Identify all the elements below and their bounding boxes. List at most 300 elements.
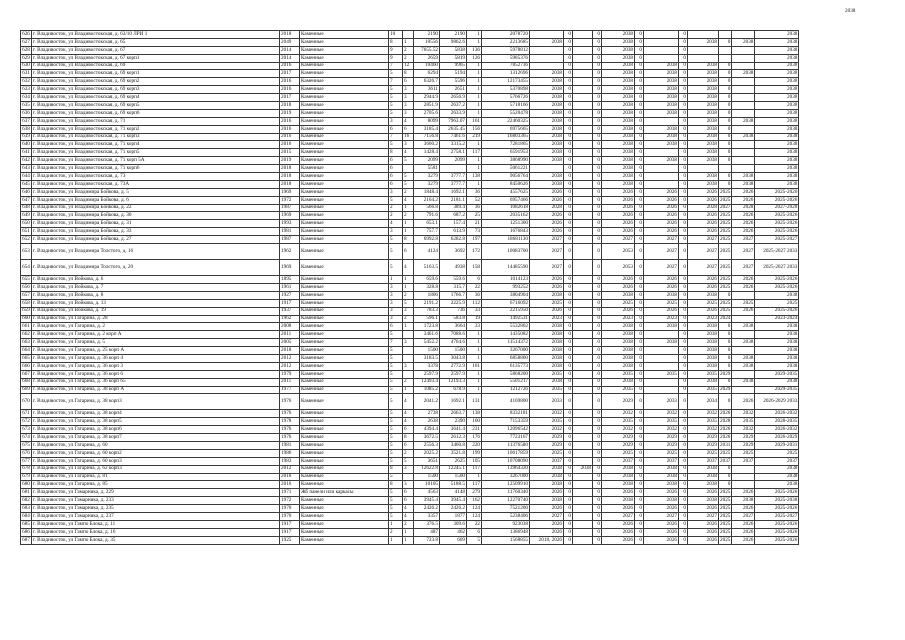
table-cell <box>573 46 593 54</box>
table-cell: 1895 <box>280 276 300 284</box>
table-cell: 2027 <box>688 512 719 520</box>
table-cell: 0 <box>635 497 644 505</box>
table-cell: 7655.52 <box>414 46 440 54</box>
table-cell: г. Владивосток, ул Гагарина, д. 38 корп4 <box>32 410 280 418</box>
table-cell: 5061221 <box>482 165 530 173</box>
table-cell <box>573 339 593 347</box>
table-cell: 2038 <box>602 165 635 173</box>
table-cell <box>573 149 593 157</box>
table-cell: Каменные <box>300 276 389 284</box>
table-cell: 2025 <box>732 449 755 457</box>
table-cell: 2024 <box>720 315 731 322</box>
table-cell: 0 <box>679 386 688 394</box>
table-cell <box>573 434 593 442</box>
table-cell: 2016 <box>280 133 300 141</box>
table-cell: 0 <box>679 457 688 465</box>
table-cell: 2026 <box>602 307 635 315</box>
table-cell: 0 <box>564 449 573 457</box>
table-cell: 2038 <box>644 102 679 110</box>
table-cell: 2026 <box>644 536 679 544</box>
table-cell: 1 <box>403 283 414 291</box>
table-cell <box>719 165 732 173</box>
table-cell: 6 <box>403 497 414 505</box>
table-cell: Каменные <box>300 512 389 520</box>
table-cell: 1977 <box>280 386 300 394</box>
table-cell: 0 <box>564 512 573 520</box>
table-cell: 2027-2028 <box>755 204 799 212</box>
table-cell: 629 <box>22 54 30 61</box>
table-cell: 1927 <box>280 291 300 299</box>
table-cell: 5 <box>389 434 403 442</box>
table-row <box>21 481 799 489</box>
table-cell: 2032 <box>732 410 755 418</box>
table-cell: 2038 <box>602 46 635 54</box>
table-row <box>21 212 799 220</box>
table-cell: 36 <box>467 204 482 212</box>
table-row <box>21 276 799 284</box>
table-cell: 639 <box>22 133 30 140</box>
table-cell: Каменные <box>300 204 389 212</box>
table-cell: Каменные <box>300 31 389 39</box>
table-cell: 2038 <box>530 94 564 102</box>
table-cell: 2038 <box>530 157 564 165</box>
table-cell: 2038 <box>530 497 564 505</box>
table-cell: 0 <box>679 236 688 244</box>
table-cell: г. Владивосток, ул Гагарина, д. 85 <box>32 481 280 489</box>
table-row <box>21 291 799 299</box>
table-cell: 1 <box>467 165 482 173</box>
table-cell: 0 <box>564 94 573 102</box>
table-cell: 2025-2026 <box>755 307 799 315</box>
table-cell: 2038 <box>755 291 799 299</box>
table-cell: 2 <box>389 204 403 212</box>
table-cell: 0 <box>635 244 644 260</box>
table-cell: 2038 <box>573 465 593 473</box>
table-cell: 2026 <box>602 528 635 536</box>
table-cell: 5985376 <box>482 54 530 62</box>
table-cell: 1 <box>403 220 414 228</box>
table-cell: 0 <box>564 149 573 157</box>
table-cell: 2041.2 <box>414 394 440 410</box>
table-cell: 12173455 <box>482 78 530 86</box>
table-cell: 2038 <box>732 362 755 370</box>
table-row <box>21 426 799 434</box>
table-cell: 2038 <box>688 86 719 94</box>
table-cell: 1014123 <box>482 276 530 284</box>
table-cell: 2038 <box>602 173 635 181</box>
table-cell <box>403 331 414 339</box>
table-cell: 2023 <box>602 315 635 323</box>
table-cell: 2038 <box>755 165 799 173</box>
table-cell: 2026 <box>644 528 679 536</box>
table-cell: 2025-2027 <box>755 512 799 520</box>
table-cell: 2038 <box>688 362 719 370</box>
table-cell: 1 <box>403 528 414 536</box>
table-cell: 0 <box>719 62 732 70</box>
table-cell: 2038 <box>755 38 799 46</box>
table-cell: 649 <box>22 212 30 219</box>
table-cell: 0 <box>719 102 732 110</box>
table-cell: 2018, 2026 <box>530 536 564 544</box>
table-cell: 5 <box>389 370 403 378</box>
table-cell: 5 <box>467 536 482 544</box>
table-cell <box>719 46 732 54</box>
table-cell: 646 <box>22 188 30 195</box>
table-cell: 653.1 <box>414 220 440 228</box>
table-cell: 1082618 <box>482 204 530 212</box>
table-cell: 2026 <box>732 536 755 544</box>
table-cell: 2026 <box>602 220 635 228</box>
table-cell: 5 <box>403 173 414 181</box>
table-cell: 2638 <box>414 418 440 426</box>
table-cell: 2026 <box>732 489 755 497</box>
table-cell: 2035 <box>602 418 635 426</box>
table-cell: 674 <box>22 433 30 440</box>
table-cell: 0 <box>564 386 573 394</box>
table-cell <box>573 212 593 220</box>
table-cell: Каменные <box>300 339 389 347</box>
table-cell: 2037 <box>602 457 635 465</box>
table-cell: 156 <box>467 125 482 133</box>
table-cell: 8 <box>389 38 403 46</box>
table-cell: 5 <box>389 410 403 418</box>
table-cell: 0 <box>593 94 602 102</box>
table-cell: 2035162 <box>482 212 530 220</box>
table-cell: 4764.6 <box>440 339 467 347</box>
table-cell: 2038 <box>755 109 799 117</box>
table-cell: 678 <box>22 465 30 472</box>
table-cell <box>530 165 564 173</box>
table-cell: 2025 <box>720 504 731 511</box>
table-cell: 2053 <box>602 260 635 276</box>
table-cell: 2025.2 <box>414 449 440 457</box>
table-cell: 219 <box>467 133 482 141</box>
table-cell: 2038 <box>688 149 719 157</box>
table-cell <box>732 46 755 54</box>
table-cell: 2025 <box>720 307 731 314</box>
table-cell: 0 <box>679 331 688 339</box>
table-cell: 0 <box>679 38 688 46</box>
table-cell: 0 <box>635 31 644 39</box>
table-cell: 0 <box>679 141 688 149</box>
table-cell: 0 <box>564 331 573 339</box>
table-cell: 1435082 <box>482 331 530 339</box>
table-cell: 1993 <box>280 220 300 228</box>
table-cell: 2038 <box>688 323 719 331</box>
table-cell: 7281865 <box>482 141 530 149</box>
table-cell: 0 <box>564 212 573 220</box>
table-row <box>21 347 799 355</box>
table-cell: 2026 <box>602 489 635 497</box>
table-cell: 10708090 <box>482 457 530 465</box>
table-cell: 0 <box>593 362 602 370</box>
table-cell: 2025 <box>530 449 564 457</box>
table-cell: 2026 <box>530 520 564 528</box>
table-cell: 0 <box>679 180 688 188</box>
table-cell: 2038 <box>688 473 719 481</box>
table-cell: 0 <box>635 54 644 62</box>
table-cell: 0 <box>593 473 602 481</box>
table-cell <box>573 473 593 481</box>
table-cell: 658 <box>22 299 30 306</box>
table-cell: 0 <box>635 212 644 220</box>
table-cell: 11760340 <box>482 489 530 497</box>
table-cell: г. Владивосток, ул Владивостокская, д. 69 <box>32 62 280 70</box>
table-cell: 0 <box>564 62 573 70</box>
table-cell: 2038 <box>688 347 719 355</box>
table-cell: 2029 <box>602 394 635 410</box>
table-cell: 0 <box>593 165 602 173</box>
table-cell: 1 <box>403 323 414 331</box>
table-row <box>21 449 799 457</box>
table-cell: 1917 <box>280 520 300 528</box>
table-cell: 0 <box>679 434 688 442</box>
table-cell: 0 <box>593 125 602 133</box>
table-cell <box>530 31 564 39</box>
table-cell: 627 <box>22 38 30 45</box>
table-cell: 4557625 <box>482 188 530 196</box>
table-cell: 609 <box>440 536 467 544</box>
table-cell: 2015 <box>280 149 300 157</box>
table-cell: 0 <box>679 497 688 505</box>
table-cell: 0 <box>564 291 573 299</box>
table-cell: 2038 <box>755 141 799 149</box>
table-cell: 5238406 <box>482 512 530 520</box>
table-cell: 2025 <box>720 220 731 227</box>
table-cell: 2038 <box>602 323 635 331</box>
table-cell: 630 <box>22 62 30 69</box>
table-cell: 0 <box>719 347 732 355</box>
table-cell: 1312696 <box>482 70 530 78</box>
table-cell: 2016 <box>280 481 300 489</box>
table-cell: 2772.9 <box>440 362 467 370</box>
table-cell: 0 <box>564 347 573 355</box>
table-cell: 0 <box>719 362 732 370</box>
table-cell: 0 <box>635 386 644 394</box>
table-cell: 2037 <box>644 457 679 465</box>
table-cell: 1 <box>403 276 414 284</box>
table-cell: 2038 <box>602 473 635 481</box>
table-row <box>21 441 799 449</box>
table-cell: 0 <box>679 244 688 260</box>
table-cell: 2029 <box>644 434 679 442</box>
table-cell: 5 <box>389 394 403 410</box>
table-cell: 117 <box>467 481 482 489</box>
table-cell: 2038 <box>688 141 719 149</box>
table-cell: 16 <box>403 133 414 141</box>
table-cell: 0 <box>564 315 573 323</box>
table-cell: 2635.45 <box>440 125 467 133</box>
table-cell: 0 <box>593 441 602 449</box>
table-cell: 0 <box>679 125 688 133</box>
table-cell: 2038 <box>602 331 635 339</box>
table-cell: 659 <box>22 307 30 314</box>
table-cell: 0 <box>593 157 602 165</box>
table-cell: 0 <box>564 102 573 110</box>
table-cell: 653 <box>21 244 32 260</box>
table-cell: 2038 <box>688 70 719 78</box>
table-cell: 5 <box>389 141 403 149</box>
table-cell: 3267000 <box>482 347 530 355</box>
table-cell: Каменные <box>300 86 389 94</box>
table-cell: 2026-2032 <box>755 426 799 434</box>
table-cell: 105 <box>467 457 482 465</box>
table-cell: 2035 <box>732 418 755 426</box>
table-cell: 2038 <box>602 109 635 117</box>
table-cell: 2019 <box>280 109 300 117</box>
table-cell: Каменные <box>300 520 389 528</box>
table-cell: Каменные <box>300 212 389 220</box>
table-cell: 5532802 <box>482 323 530 331</box>
table-cell: 2037 <box>530 457 564 465</box>
table-cell: 0 <box>593 204 602 212</box>
table-cell: 0 <box>635 434 644 442</box>
table-cell <box>573 109 593 117</box>
table-cell: 1251300 <box>482 220 530 228</box>
table-cell: 2018 <box>280 473 300 481</box>
table-cell: 2025-2026 <box>755 536 799 544</box>
table-cell <box>732 31 755 39</box>
table-cell: 3 <box>403 109 414 117</box>
table-cell <box>573 323 593 331</box>
table-cell: 7 <box>389 339 403 347</box>
table-cell: 2705.6 <box>414 109 440 117</box>
table-cell: 0 <box>593 331 602 339</box>
table-cell <box>573 133 593 141</box>
table-cell: 2026 <box>602 276 635 284</box>
table-cell <box>644 149 679 157</box>
table-cell: Каменные <box>300 291 389 299</box>
table-cell: 6326.7 <box>414 78 440 86</box>
table-cell <box>573 307 593 315</box>
table-cell: 117 <box>467 149 482 157</box>
table-cell: 2032 <box>688 426 719 434</box>
table-cell: 2025 <box>720 212 731 219</box>
table-cell: 2023 <box>688 315 719 323</box>
table-cell: 0 <box>635 109 644 117</box>
table-cell: 7723167 <box>482 434 530 442</box>
table-cell: 1877 <box>440 512 467 520</box>
table-cell: 2038 <box>530 78 564 86</box>
table-cell: 2026 <box>644 520 679 528</box>
table-cell <box>573 512 593 520</box>
table-cell: 0 <box>635 520 644 528</box>
table-cell: г. Владивосток, ул Владивостокская, д. 73А <box>32 180 280 188</box>
table-cell: г. Владивосток, ул Владимира Бойкова, д. 22 <box>32 204 280 212</box>
table-cell: 3 <box>403 362 414 370</box>
table-cell: 5596 <box>440 78 467 86</box>
table-cell <box>732 157 755 165</box>
table-cell: 0 <box>593 283 602 291</box>
table-cell: Каменные <box>300 315 389 323</box>
table-cell: 1692.1 <box>440 394 467 410</box>
table-cell: 10083700 <box>482 244 530 260</box>
table-cell <box>644 362 679 370</box>
table-cell <box>573 481 593 489</box>
table-cell: 3 <box>389 228 403 236</box>
table-cell: 3 <box>403 86 414 94</box>
table-cell: 7153359 <box>482 418 530 426</box>
table-cell: 2026 <box>732 228 755 236</box>
table-cell: г. Владивосток, ул Гагарина, д. 36 корп 3 <box>32 362 280 370</box>
table-cell: 2025 <box>720 299 731 306</box>
table-cell: 687.2 <box>440 212 467 220</box>
table-cell: 16803365 <box>482 133 530 141</box>
table-cell: 4 <box>403 418 414 426</box>
table-cell: 2038 <box>732 133 755 141</box>
table-cell: 2026 <box>688 307 719 315</box>
table-cell: 631 <box>22 70 30 77</box>
table-cell <box>403 165 414 173</box>
table-cell: 0 <box>564 157 573 165</box>
table-cell: 2 <box>403 46 414 54</box>
table-cell: 12245.1 <box>440 465 467 473</box>
table-cell: 0 <box>719 481 732 489</box>
table-cell: 0 <box>564 362 573 370</box>
table-cell: 0 <box>564 70 573 78</box>
table-row <box>21 133 799 141</box>
table-cell: 2038 <box>644 86 679 94</box>
table-cell <box>732 291 755 299</box>
table-cell: 5501217 <box>482 378 530 386</box>
table-cell: 0 <box>679 378 688 386</box>
table-cell: Каменные <box>300 109 389 117</box>
table-cell: 2017 <box>280 70 300 78</box>
table-cell: 2656.9 <box>440 94 467 102</box>
table-cell: 2012 <box>280 362 300 370</box>
table-cell: 2027 <box>644 260 679 276</box>
table-cell: 2027 <box>720 204 731 211</box>
table-cell: 0 <box>593 276 602 284</box>
table-cell: 1978 <box>280 418 300 426</box>
table-cell: 2025 <box>755 299 799 307</box>
table-cell <box>732 102 755 110</box>
table-cell: 6 <box>403 78 414 86</box>
table-cell: 0 <box>635 418 644 426</box>
table-cell: 669 <box>22 386 30 393</box>
table-cell: 3651 <box>414 457 440 465</box>
table-cell: 3 <box>403 94 414 102</box>
table-cell: 5 <box>389 386 403 394</box>
table-cell: 0 <box>679 505 688 513</box>
table-cell: 2027 <box>530 236 564 244</box>
table-cell: 3672.5 <box>414 434 440 442</box>
table-cell: 0 <box>593 354 602 362</box>
table-cell: Каменные <box>300 196 389 204</box>
table-cell: 0 <box>635 299 644 307</box>
table-cell: 2025 <box>720 512 731 519</box>
table-cell: 2038 <box>732 173 755 181</box>
table-cell: 13964320 <box>482 465 530 473</box>
table-cell: 2426.2 <box>414 505 440 513</box>
table-cell: 2032 <box>602 426 635 434</box>
table-cell: 2028 <box>530 204 564 212</box>
table-cell: 1917 <box>280 299 300 307</box>
table-cell: 2758.1 <box>440 149 467 157</box>
table-cell: 2026 <box>688 220 719 228</box>
table-cell: 0 <box>564 133 573 141</box>
table-cell: 0 <box>679 370 688 378</box>
table-cell: 2018 <box>280 173 300 181</box>
table-cell: 2038 <box>602 141 635 149</box>
table-cell: 2014 <box>280 46 300 54</box>
table-cell: 7 <box>389 62 403 70</box>
table-cell: 2026 <box>688 283 719 291</box>
table-cell <box>573 188 593 196</box>
table-cell: 0 <box>593 418 602 426</box>
table-cell: 2026 <box>644 283 679 291</box>
table-cell: 0 <box>593 536 602 544</box>
